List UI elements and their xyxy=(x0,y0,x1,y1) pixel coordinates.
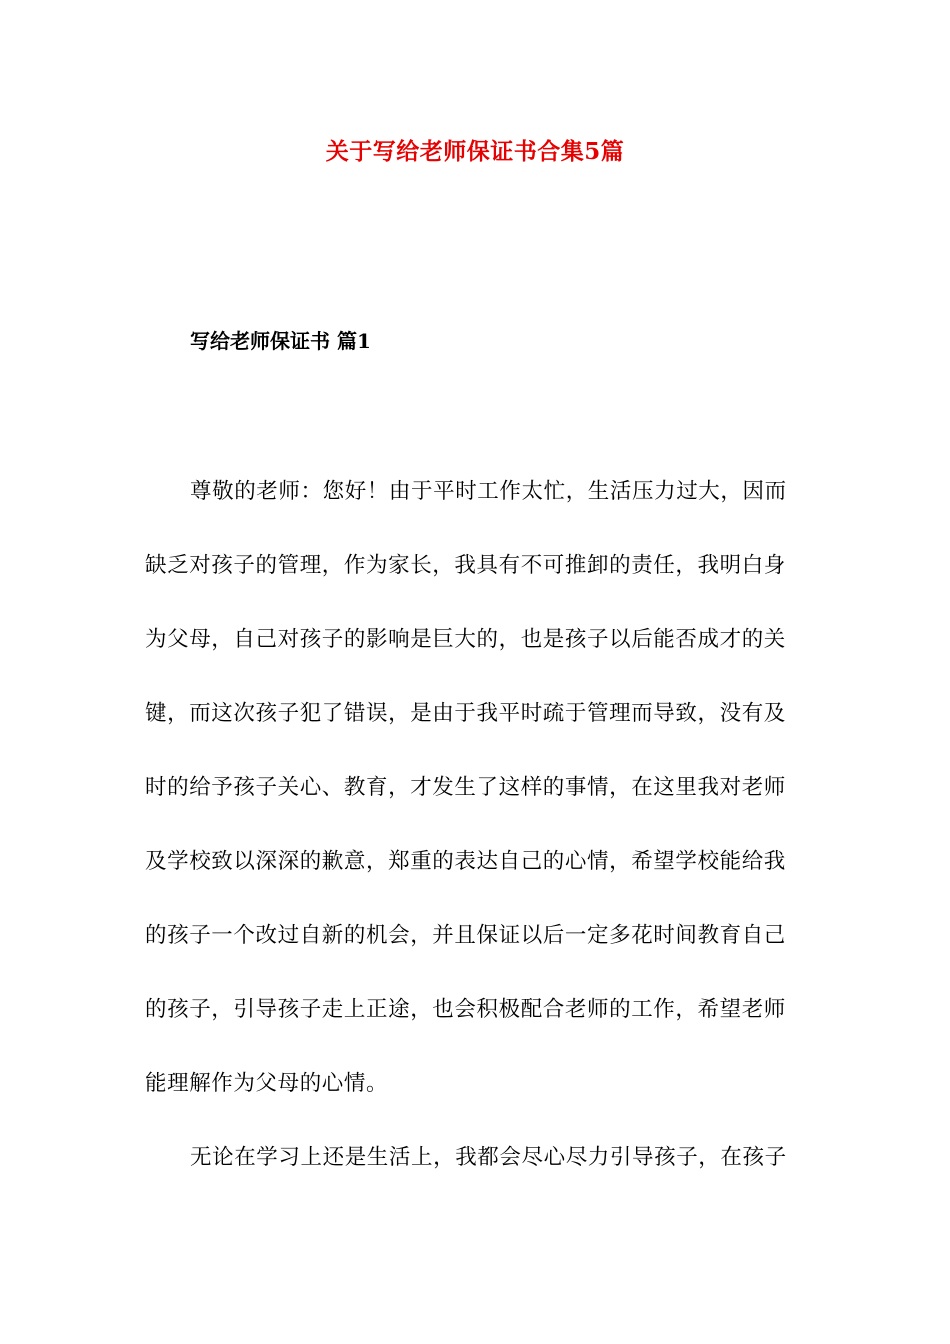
paragraph-line: 尊敬的老师：您好！由于平时工作太忙，生活压力过大，因而 xyxy=(190,479,787,504)
document-title: 关于写给老师保证书合集5篇 xyxy=(325,138,625,165)
paragraph-line: 键，而这次孩子犯了错误，是由于我平时疏于管理而导致，没有及 xyxy=(145,701,786,726)
paragraph-line: 及学校致以深深的歉意，郑重的表达自己的心情，希望学校能给我 xyxy=(145,849,786,874)
paragraph-line: 时的给予孩子关心、教育，才发生了这样的事情，在这里我对老师 xyxy=(145,775,786,800)
paragraph-line: 缺乏对孩子的管理，作为家长，我具有不可推卸的责任，我明白身 xyxy=(145,553,786,578)
paragraph-line: 为父母，自己对孩子的影响是巨大的，也是孩子以后能否成才的关 xyxy=(145,627,786,652)
paragraph-line: 能理解作为父母的心情。 xyxy=(145,1071,389,1096)
paragraph-line: 的孩子，引导孩子走上正途，也会积极配合老师的工作，希望老师 xyxy=(145,997,786,1022)
section-heading: 写给老师保证书 篇1 xyxy=(190,329,371,353)
paragraph-line: 无论在学习上还是生活上，我都会尽心尽力引导孩子，在孩子 xyxy=(190,1145,787,1170)
paragraph-line: 的孩子一个改过自新的机会，并且保证以后一定多花时间教育自己 xyxy=(145,923,786,948)
